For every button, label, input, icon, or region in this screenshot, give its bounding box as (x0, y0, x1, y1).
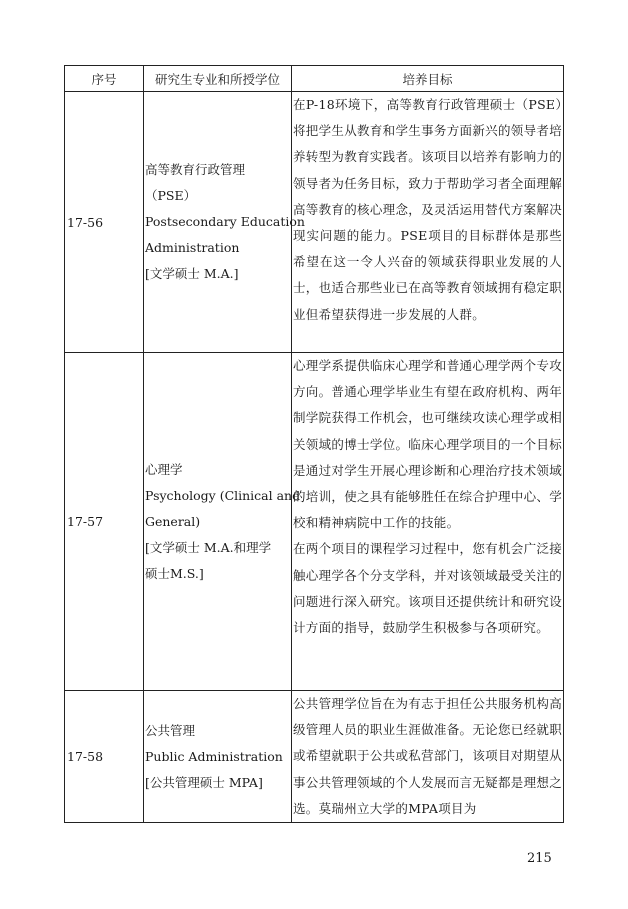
program-table (64, 65, 564, 823)
header-training-goal: 培养目标 (292, 66, 564, 92)
program-goal (292, 691, 564, 823)
major-line: [文学硕士 M.A.和理学 (145, 539, 272, 555)
major-line: Psychology (Clinical and (145, 487, 301, 503)
table-row (65, 691, 564, 823)
program-number: 17-57 (65, 353, 144, 691)
program-major (144, 92, 305, 353)
goal-paragraph: 在两个项目的课程学习过程中，您有机会广泛接触心理学各个分支学科，并对该领域最受关注的问题进行深入研究。该项目还提供统计和研究设计方面的指导，鼓励学生积极参与各项研究。 (293, 541, 562, 636)
header-number: 序号 (65, 66, 144, 92)
major-line: 心理学 (145, 461, 183, 477)
major-line: [文学硕士 M.A.] (145, 266, 239, 281)
major-line: 硕士M.S.] (145, 565, 204, 581)
major-line: 高等教育行政管理 (145, 162, 246, 177)
goal-paragraph: 公共管理学位旨在为有志于担任公共服务机构高级管理人员的职业生涯做准备。无论您已经就职或希望就职于公共或私营部门，该项目对期望从事公共管理领域的个人发展而言无疑都是理想之选。莫瑞州立大学的MPA项目为 (293, 696, 562, 816)
major-line: Administration (145, 240, 240, 255)
major-line: General) (145, 513, 201, 529)
program-number: 17-56 (65, 92, 144, 353)
program-goal (292, 353, 564, 691)
program-goal (292, 92, 564, 353)
table-header-row (65, 66, 564, 92)
major-line: [公共管理硕士 MPA] (145, 774, 263, 790)
major-line: Postsecondary Education (145, 214, 305, 229)
header-major-degree: 研究生专业和所授学位 (144, 66, 292, 92)
major-line: 公共管理 (145, 722, 196, 738)
program-number: 17-58 (65, 691, 144, 823)
program-major (144, 691, 292, 823)
program-major (144, 353, 301, 691)
major-line: （PSE） (145, 188, 197, 203)
goal-paragraph: 心理学系提供临床心理学和普通心理学两个专攻方向。普通心理学毕业生有望在政府机构、两年制学院获得工作机会，也可继续攻读心理学或相关领域的博士学位。临床心理学项目的一个目标是通过对学生开展心理诊断和心理治疗技术领域的培训，使之具有能够胜任在综合护理中心、学校和精神病院中工作的技能。 (293, 358, 562, 531)
major-line: Public Administration (145, 748, 283, 764)
table-row (65, 353, 564, 691)
page-number: 215 (527, 851, 552, 866)
table-row (65, 92, 564, 353)
goal-paragraph: 在P-18环境下，高等教育行政管理硕士（PSE）将把学生从教育和学生事务方面新兴的领导者培养转型为教育实践者。该项目以培养有影响力的领导者为任务目标，致力于帮助学习者全面理解高等教育的核心理念，及灵活运用替代方案解决现实问题的能力。PSE项目的目标群体是那些希望在这一令人兴奋的领域获得职业发展的人士，也适合那些业已在高等教育领域拥有稳定职业但希望获得进一步发展的人群。 (293, 97, 562, 322)
